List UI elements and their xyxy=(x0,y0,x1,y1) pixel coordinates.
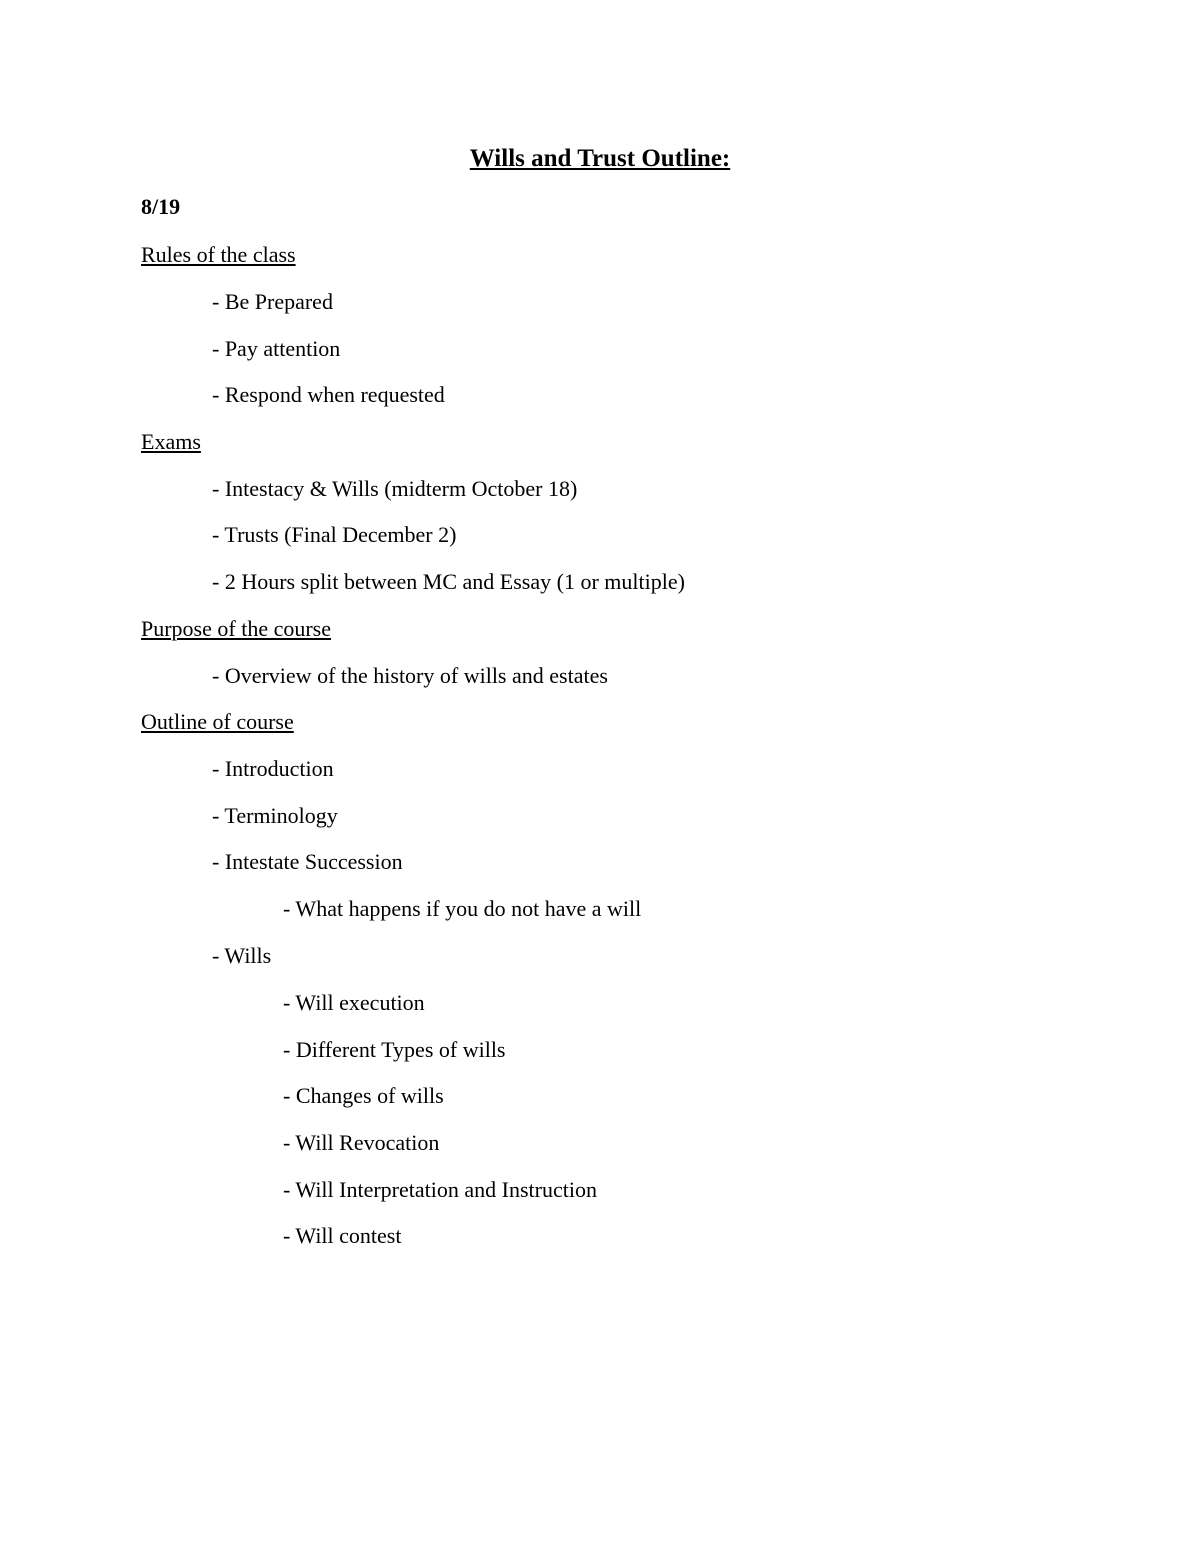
sub-list-item: - Will execution xyxy=(283,990,425,1015)
section-heading-purpose: Purpose of the course xyxy=(141,616,332,641)
list-item: - 2 Hours split between MC and Essay (1 or multiple) xyxy=(212,569,685,594)
list-item: - Respond when requested xyxy=(212,382,445,407)
list-item: - Wills xyxy=(212,943,272,968)
section-heading-exams: Exams xyxy=(141,429,201,454)
list-item: - Terminology xyxy=(212,803,338,828)
sub-list-item: - Will Revocation xyxy=(283,1130,440,1155)
list-item: - Overview of the history of wills and estates xyxy=(212,663,608,688)
sub-list-item: - What happens if you do not have a will xyxy=(283,896,642,921)
list-item: - Pay attention xyxy=(212,336,341,361)
section-heading-rules: Rules of the class xyxy=(141,242,296,267)
sub-list-item: - Different Types of wills xyxy=(283,1037,506,1062)
sub-list-item: - Will Interpretation and Instruction xyxy=(283,1177,597,1202)
date-heading: 8/19 xyxy=(141,194,181,219)
list-item: - Intestacy & Wills (midterm October 18) xyxy=(212,476,578,501)
list-item: - Introduction xyxy=(212,756,334,781)
list-item: - Intestate Succession xyxy=(212,849,403,874)
sub-list-item: - Changes of wills xyxy=(283,1083,444,1108)
list-item: - Be Prepared xyxy=(212,289,333,314)
document-title: Wills and Trust Outline: xyxy=(469,145,731,172)
list-item: - Trusts (Final December 2) xyxy=(212,522,457,547)
sub-list-item: - Will contest xyxy=(283,1223,402,1248)
section-heading-outline: Outline of course xyxy=(141,709,294,734)
